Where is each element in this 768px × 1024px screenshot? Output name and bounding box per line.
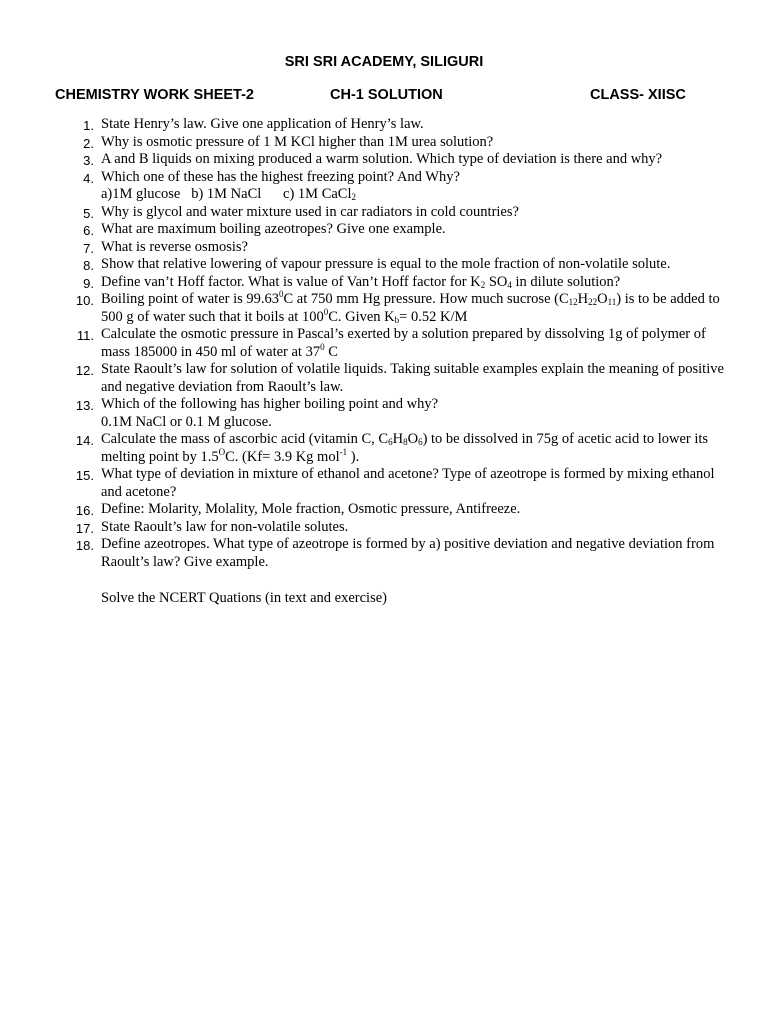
question-text: ) is to be added to 500 g of water such that it boils at 100 xyxy=(101,291,720,325)
question-text: State Raoult’s law for solution of volatile liquids. Taking suitable examples explain the meaning of positive and negative deviation from Raoult’s law. xyxy=(101,361,724,395)
question-item xyxy=(0,396,768,431)
question-item xyxy=(0,134,768,152)
question-number: 13. xyxy=(75,398,94,413)
question-number: 6. xyxy=(83,223,94,238)
question-item xyxy=(0,466,768,501)
subscript: 6 xyxy=(418,437,423,447)
question-number: 2. xyxy=(83,135,94,151)
question-number: 18. xyxy=(75,538,94,553)
question-text-line2: 0.1M NaCl or 0.1 M glucose. xyxy=(101,413,272,430)
question-text: ). xyxy=(347,448,360,465)
question-text: C. (Kf= 3.9 Kg mol xyxy=(225,448,340,465)
question-text: Which of the following has higher boiling point and why? xyxy=(101,396,439,412)
question-item xyxy=(0,501,768,519)
superscript: -1 xyxy=(339,446,348,457)
question-number: 16. xyxy=(75,503,94,518)
option-b: b) 1M NaCl xyxy=(191,186,262,202)
question-number: 3. xyxy=(83,153,94,168)
question-text: Define van’t Hoff factor. What is value of Van’t Hoff factor for K xyxy=(101,273,481,290)
question-item xyxy=(0,239,768,257)
question-text: H xyxy=(392,431,404,447)
question-text: Which one of these has the highest freezing point? And Why? xyxy=(101,168,460,185)
question-item xyxy=(0,361,768,396)
question-item xyxy=(0,256,768,274)
question-text: State Henry’s law. Give one application of Henry’s law. xyxy=(101,116,424,132)
question-text: C xyxy=(324,343,338,360)
question-text: Calculate the osmotic pressure in Pascal’s exerted by a solution prepared by dissolving 1g of polymer of mass 185000 in 450 ml of water at 37 xyxy=(101,326,706,360)
subscript: 6 xyxy=(388,437,393,447)
question-number: 17. xyxy=(75,520,94,536)
question-item xyxy=(0,274,768,292)
question-text: Show that relative lowering of vapour pressure is equal to the mole fraction of non-volatile solute. xyxy=(101,256,671,272)
question-text: Calculate the mass of ascorbic acid (vitamin C, C xyxy=(101,431,389,447)
question-text: O xyxy=(597,291,608,307)
question-text: C. Given K xyxy=(328,308,395,325)
subscript: 2 xyxy=(351,192,357,202)
question-text: A and B liquids on mixing produced a warm solution. Which type of deviation is there and why? xyxy=(101,151,663,167)
question-text: Why is glycol and water mixture used in car radiators in cold countries? xyxy=(101,203,519,220)
class-label: CLASS- XIISC xyxy=(590,87,686,103)
question-number: 9. xyxy=(83,275,94,291)
chapter-title: CH-1 SOLUTION xyxy=(330,87,443,103)
question-text: in dilute solution? xyxy=(511,273,621,290)
subscript: 4 xyxy=(507,279,512,290)
question-number: 15. xyxy=(75,468,94,483)
question-text: O xyxy=(407,431,419,447)
question-text: Define azeotropes. What type of azeotrope is formed by a) positive deviation and negative deviation from Raoult’s law? Give example. xyxy=(101,536,715,570)
question-item xyxy=(0,221,768,239)
question-number: 1. xyxy=(83,118,94,133)
question-number: 14. xyxy=(75,433,94,448)
question-text: Define: Molarity, Molality, Mole fraction, Osmotic pressure, Antifreeze. xyxy=(101,501,521,517)
subscript: 8 xyxy=(403,437,408,447)
school-name: SRI SRI ACADEMY, SILIGURI xyxy=(284,54,484,70)
question-number: 8. xyxy=(83,258,94,273)
question-number: 12. xyxy=(75,363,94,378)
superscript: 0 xyxy=(323,306,329,317)
option-c: c) 1M CaCl xyxy=(283,186,352,202)
subscript: 22 xyxy=(588,297,598,307)
question-text: What type of deviation in mixture of ethanol and acetone? Type of azeotrope is formed by mixing ethanol and acetone? xyxy=(101,466,715,500)
subscript: b xyxy=(394,314,400,325)
question-text: Why is osmotic pressure of 1 M KCl higher than 1M urea solution? xyxy=(101,133,494,150)
subscript: 11 xyxy=(607,297,617,307)
question-item xyxy=(0,151,768,169)
question-number: 11. xyxy=(76,328,94,343)
question-number: 5. xyxy=(83,205,94,221)
question-item xyxy=(0,326,768,361)
question-text: What are maximum boiling azeotropes? Give one example. xyxy=(101,221,446,237)
footer-note: Solve the NCERT Quations (in text and exercise) xyxy=(101,590,387,606)
question-number: 10. xyxy=(75,293,94,308)
question-text: C at 750 mm Hg pressure. How much sucrose (C xyxy=(283,291,569,307)
option-a: a)1M glucose xyxy=(101,186,181,202)
superscript: O xyxy=(218,446,226,457)
question-item xyxy=(0,519,768,537)
question-item xyxy=(0,116,768,134)
question-number: 7. xyxy=(83,240,94,256)
subscript: 2 xyxy=(480,279,486,290)
question-text: SO xyxy=(485,273,508,290)
question-item xyxy=(0,536,768,571)
question-item xyxy=(0,291,768,326)
question-list xyxy=(0,116,768,571)
question-text: = 0.52 K/M xyxy=(399,308,468,325)
question-number: 4. xyxy=(83,170,94,186)
question-text: Boiling point of water is 99.63 xyxy=(101,291,280,307)
question-text: What is reverse osmosis? xyxy=(101,238,248,255)
subscript: 12 xyxy=(568,297,578,307)
question-text: ) to be dissolved in 75g of acetic acid to lower its melting point by 1.5 xyxy=(101,431,709,465)
question-text: State Raoult’s law for non-volatile solutes. xyxy=(101,518,349,535)
question-item xyxy=(0,431,768,466)
question-item xyxy=(0,204,768,222)
superscript: 0 xyxy=(279,289,284,299)
question-text: H xyxy=(577,291,589,307)
worksheet-title: CHEMISTRY WORK SHEET-2 xyxy=(55,87,254,103)
question-item xyxy=(0,169,768,204)
superscript: 0 xyxy=(320,341,325,352)
